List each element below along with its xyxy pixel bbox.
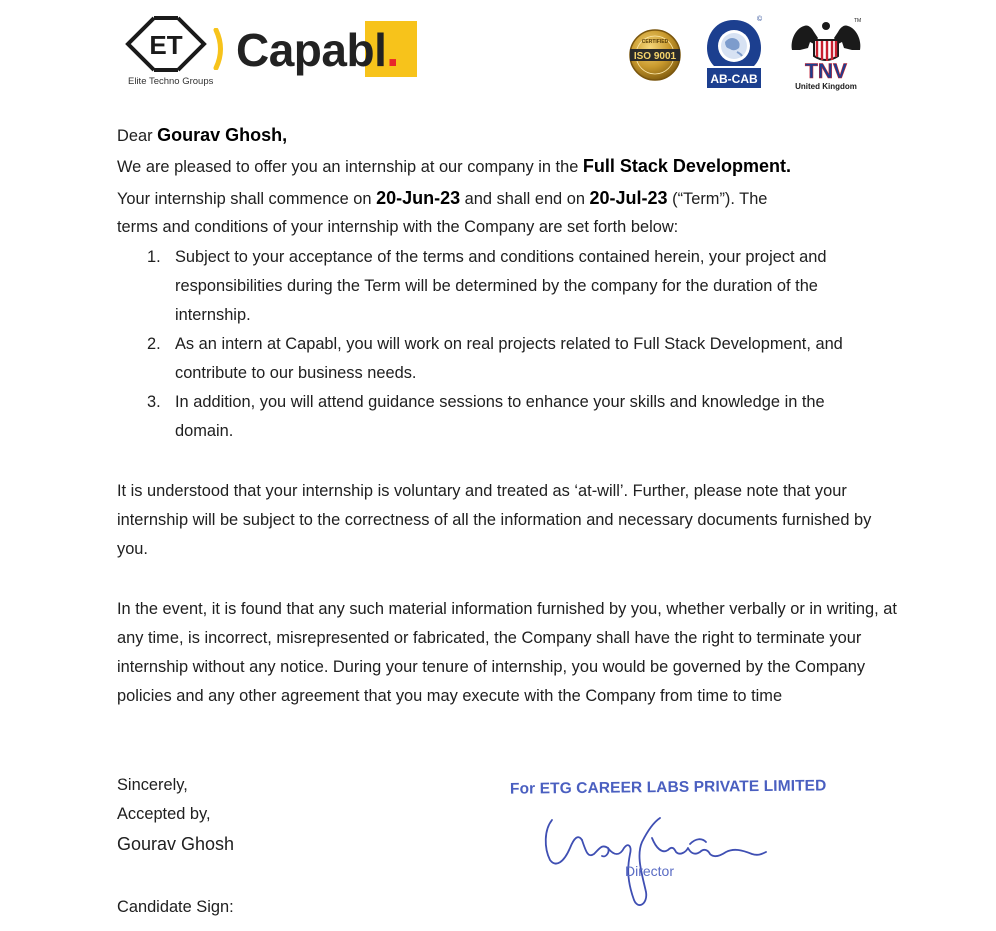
company-stamp-text: For ETG CAREER LABS PRIVATE LIMITED	[509, 777, 827, 798]
list-item	[117, 243, 887, 330]
tnv-trademark: TM	[854, 18, 862, 24]
capabl-bracket-icon	[213, 28, 227, 70]
list-item-number: 1.	[147, 248, 161, 266]
capabl-logo-text: Capabl	[236, 24, 387, 76]
list-item-number: 2.	[147, 335, 161, 353]
iso-9001-badge	[628, 28, 682, 82]
list-item	[117, 388, 887, 446]
list-item-text: In addition, you will attend guidance sessions to enhance your skills and knowledge in the domain.	[175, 393, 825, 440]
tnv-badge	[786, 14, 866, 92]
terms-list	[117, 243, 887, 446]
offer-line	[117, 152, 791, 182]
candidate-name: Gourav Ghosh,	[157, 125, 288, 145]
stamp-role-text: Director	[625, 863, 675, 879]
et-logo-caption: Elite Techno Groups	[128, 76, 214, 87]
termination-paragraph: In the event, it is found that any such material information furnished by you, whether verbally or in writing, at any time, is incorrect, misrepresented or fabricated, the Company shall have the right to terminate your internship without any notice. During your tenure of internship, you would be governed by the Company policies and any other agreement that you may execute with the Company from time to time	[117, 600, 897, 705]
term-prefix: Your internship shall commence on	[117, 190, 377, 208]
end-date: 20-Jul-23	[589, 188, 668, 208]
ab-cab-label: AB-CAB	[710, 72, 758, 86]
offer-prefix: We are pleased to offer you an internship at our company in the	[117, 158, 583, 176]
salutation	[117, 121, 287, 151]
list-item-text: Subject to your acceptance of the terms and conditions contained herein, your project and responsibilities during the Term will be determined by the company for the duration of the internship.	[175, 248, 827, 324]
accepted-by-label: Accepted by,	[117, 805, 211, 823]
closing-sincerely: Sincerely,	[117, 776, 188, 794]
term-dates-line	[117, 184, 767, 214]
offer-suffix: .	[785, 156, 791, 176]
terms-intro: terms and conditions of your internship with the Company are set forth below:	[117, 218, 679, 236]
ab-cab-badge	[703, 12, 765, 90]
ab-cab-registered-mark: ©	[757, 16, 763, 23]
signer-name: Gourav Ghosh	[117, 834, 235, 854]
salutation-prefix: Dear	[117, 127, 158, 145]
term-suffix: (“Term”). The	[667, 190, 768, 208]
list-item-number: 3.	[147, 393, 161, 411]
tnv-sub-label: United Kingdom	[795, 82, 857, 91]
capabl-logo-dot: .	[386, 24, 399, 76]
internship-domain: Full Stack Development	[582, 156, 786, 176]
et-logo-text: ET	[149, 30, 183, 60]
candidate-sign-label: Candidate Sign:	[117, 898, 234, 916]
list-item	[117, 330, 887, 388]
start-date: 20-Jun-23	[376, 188, 461, 208]
elite-techno-groups-logo	[124, 14, 208, 74]
voluntary-paragraph: It is understood that your internship is voluntary and treated as ‘at-will’. Further, please note that your internship will be subject to the correctness of all the information and necessary documents furnished by you.	[117, 482, 872, 558]
capabl-logo	[236, 22, 399, 78]
term-middle: and shall end on	[460, 190, 590, 208]
iso-badge-top-text: CERTIFIED	[641, 39, 669, 45]
iso-badge-text: ISO 9001	[633, 51, 677, 62]
list-item-text: As an intern at Capabl, you will work on real projects related to Full Stack Development, and contribute to our business needs.	[175, 335, 843, 382]
tnv-label: TNV	[805, 60, 847, 83]
